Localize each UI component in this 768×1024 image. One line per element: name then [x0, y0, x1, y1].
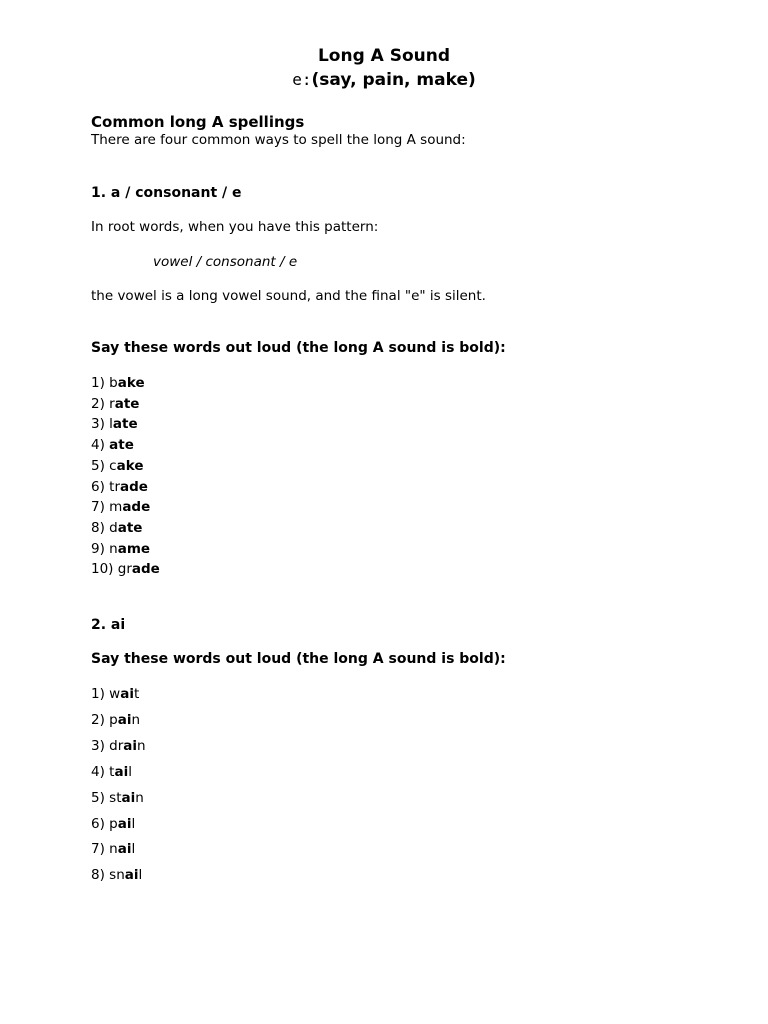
word-suffix: l — [128, 763, 132, 780]
list-item — [91, 790, 144, 806]
list-item — [91, 712, 140, 728]
word-suffix: l — [131, 841, 136, 858]
list-item — [91, 816, 135, 832]
long-a-letters: ai — [117, 815, 132, 832]
list-item — [91, 686, 139, 702]
list-item — [91, 375, 145, 391]
long-a-letters: ai — [114, 763, 129, 780]
item-number: 5) — [91, 789, 110, 806]
word-prefix: b — [109, 375, 118, 391]
title-text: Long A Sound — [317, 46, 451, 66]
list-item — [91, 437, 134, 453]
item-number: 4) — [91, 763, 110, 780]
long-a-letters: ate — [114, 395, 140, 412]
item-number: 6) — [91, 815, 110, 832]
item-number: 7) — [91, 499, 110, 516]
word-prefix: dr — [109, 737, 124, 754]
word-prefix: d — [109, 519, 118, 536]
long-a-letters: ade — [131, 561, 160, 578]
long-a-letters: ai — [117, 841, 132, 858]
word-prefix: n — [109, 540, 118, 557]
list-item — [91, 841, 135, 857]
long-a-letters: ai — [121, 789, 136, 806]
list-item — [91, 416, 138, 432]
word-prefix: sn — [109, 867, 125, 884]
long-a-letters: ai — [120, 686, 134, 702]
long-a-letters: ake — [116, 457, 144, 474]
item-number: 2) — [91, 395, 110, 412]
page-subtitle — [0, 70, 768, 90]
item-number: 5) — [91, 457, 110, 474]
word-prefix: p — [109, 815, 118, 832]
word-suffix: l — [131, 815, 136, 832]
list-item — [91, 738, 146, 754]
word-suffix: n — [137, 737, 146, 754]
section1-instruction: Say these words out loud (the long A sound is bold): — [91, 340, 506, 356]
word-suffix: t — [133, 686, 140, 702]
long-a-letters: ai — [124, 867, 139, 884]
word-prefix: w — [109, 686, 121, 702]
item-number: 3) — [91, 737, 110, 754]
long-a-letters: ame — [117, 540, 151, 557]
page-title — [0, 46, 768, 66]
word-prefix: n — [109, 841, 118, 858]
word-prefix: m — [109, 499, 123, 516]
list-item — [91, 561, 160, 577]
item-number: 7) — [91, 841, 110, 858]
item-number: 9) — [91, 540, 110, 557]
section2-instruction: Say these words out loud (the long A sound is bold): — [91, 651, 506, 667]
item-number: 3) — [91, 416, 110, 433]
long-a-letters: ake — [117, 375, 145, 391]
intro-heading: Common long A spellings — [91, 113, 305, 131]
list-item — [91, 764, 132, 780]
list-item — [91, 458, 143, 474]
item-number: 2) — [91, 711, 110, 728]
word-suffix: l — [138, 867, 143, 884]
list-item — [91, 520, 142, 536]
list-item — [91, 867, 142, 883]
word-prefix: p — [109, 711, 118, 728]
word-suffix: n — [131, 711, 141, 728]
list-item — [91, 499, 150, 515]
long-a-letters: ate — [117, 519, 143, 536]
list-item — [91, 541, 150, 557]
long-a-letters: ate — [112, 416, 138, 433]
phonetic-symbol: e: — [292, 70, 312, 89]
word-prefix: tr — [109, 478, 120, 495]
item-number: 8) — [91, 519, 110, 536]
list-item — [91, 479, 148, 495]
section1-pattern: vowel / consonant / e — [153, 254, 298, 270]
word-prefix: l — [109, 416, 113, 433]
long-a-letters: ai — [123, 737, 138, 754]
section1-explanation: the vowel is a long vowel sound, and the final "e" is silent. — [91, 288, 486, 304]
word-prefix: st — [109, 789, 122, 806]
word-prefix: t — [109, 763, 115, 780]
section2-heading: 2. ai — [91, 617, 126, 633]
long-a-letters: ade — [120, 478, 148, 495]
title-examples: (say, pain, make) — [311, 70, 476, 90]
item-number: 8) — [91, 867, 110, 884]
intro-text: There are four common ways to spell the long A sound: — [91, 132, 466, 148]
long-a-letters: ade — [122, 499, 151, 516]
item-number: 4) — [91, 437, 110, 454]
word-prefix: c — [109, 457, 117, 474]
word-suffix: n — [135, 789, 144, 806]
section1-rule: In root words, when you have this pattern: — [91, 219, 379, 235]
word-prefix: r — [109, 395, 115, 412]
item-number: 6) — [91, 478, 110, 495]
list-item — [91, 396, 139, 412]
word-prefix: gr — [117, 561, 132, 578]
long-a-letters: ai — [117, 711, 132, 728]
section1-heading: 1. a / consonant / e — [91, 185, 242, 201]
long-a-letters: ate — [109, 437, 134, 454]
item-number: 1) — [91, 686, 110, 702]
item-number: 10) — [91, 561, 118, 578]
item-number: 1) — [91, 375, 110, 391]
